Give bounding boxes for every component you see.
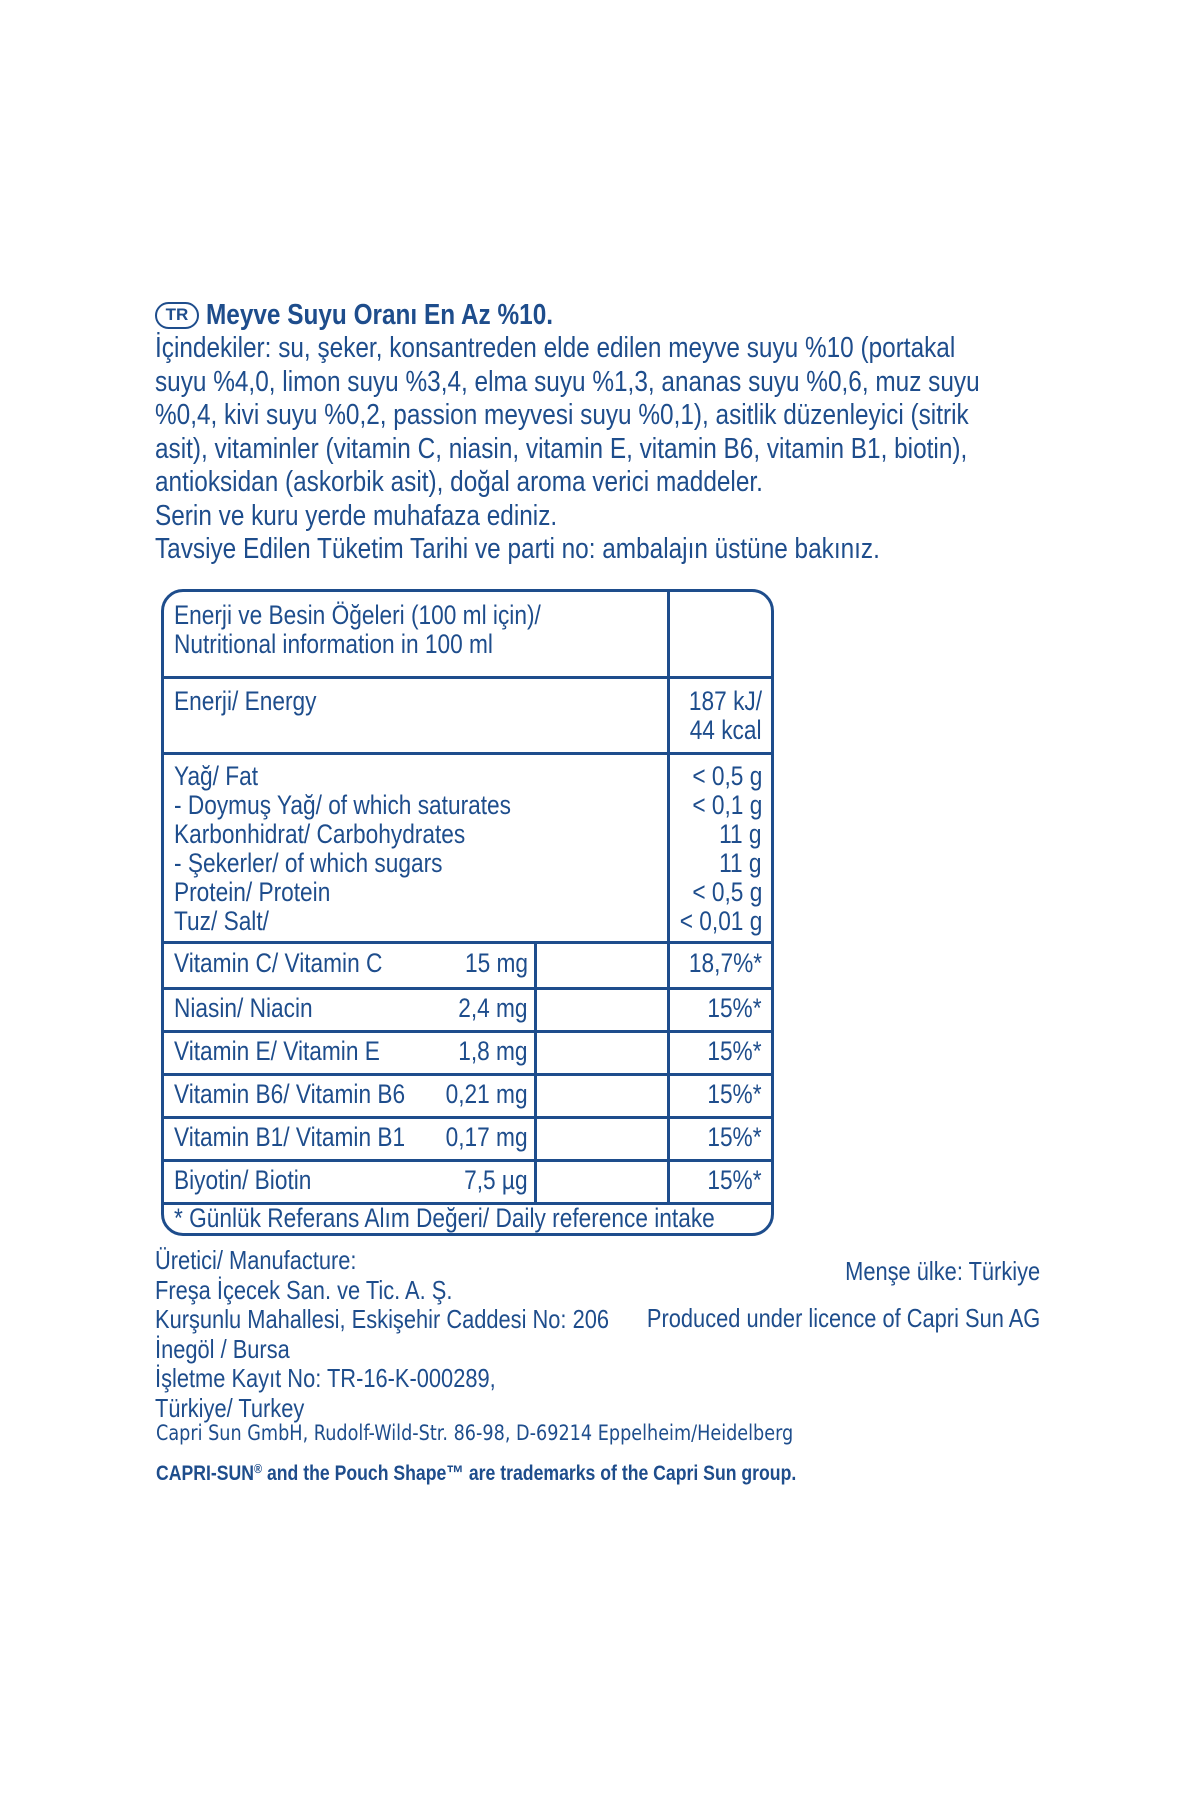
- juice-content-title: Meyve Suyu Oranı En Az %10.: [206, 298, 554, 331]
- macro-value: 11 g: [719, 819, 762, 849]
- macro-value: 11 g: [719, 848, 762, 878]
- ingredients-line: antioksidan (askorbik asit), doğal aroma verici maddeler.: [155, 466, 763, 498]
- vitamin-amount: 15 mg: [464, 948, 528, 978]
- energy-label: Enerji/ Energy: [174, 686, 317, 716]
- ingredients-line: Serin ve kuru yerde muhafaza ediniz.: [155, 499, 558, 532]
- vitamin-label: Vitamin B1/ Vitamin B1: [174, 1122, 406, 1152]
- vitamin-amount: 0,21 mg: [446, 1079, 528, 1109]
- manufacturer-line: Kurşunlu Mahallesi, Eskişehir Caddesi No: 206: [155, 1304, 610, 1334]
- vitamin-amount: 0,17 mg: [446, 1122, 528, 1152]
- vitamin-amount: 1,8 mg: [458, 1036, 528, 1066]
- macro-value: < 0,5 g: [692, 877, 762, 907]
- manufacturer-line: Türkiye/ Turkey: [155, 1392, 305, 1423]
- macro-value: < 0,1 g: [692, 790, 762, 820]
- macro-values: [664, 762, 762, 936]
- vitamin-label: Vitamin C/ Vitamin C: [174, 948, 383, 978]
- origin-info: [572, 1254, 1040, 1348]
- reference-intake-footnote: * Günlük Referans Alım Değeri/ Daily reference intake: [174, 1203, 715, 1233]
- vitamin-amount: 2,4 mg: [458, 993, 528, 1023]
- macro-label: Tuz/ Salt/: [174, 906, 269, 936]
- title-line: [155, 298, 1055, 332]
- vitamin-percent: 18,7%*: [688, 948, 762, 978]
- energy-value: 187 kJ/ 44 kcal: [688, 686, 762, 745]
- ingredients-line: suyu %4,0, limon suyu %3,4, elma suyu %1,3, ananas suyu %0,6, muz suyu: [155, 365, 980, 398]
- macro-label: Protein/ Protein: [174, 877, 331, 907]
- nutrition-heading: Enerji ve Besin Öğeleri (100 ml için)/ Nutritional information in 100 ml: [174, 600, 541, 659]
- registered-mark: ®: [254, 1461, 263, 1476]
- macro-value: < 0,01 g: [679, 906, 762, 936]
- trademark-notice: [156, 1461, 918, 1486]
- vitamin-percent: 15%*: [707, 1036, 762, 1066]
- nutrition-table: [161, 589, 774, 1236]
- ingredients-line: %0,4, kivi suyu %0,2, passion meyvesi suyu %0,1), asitlik düzenleyici (sitrik: [155, 399, 969, 431]
- brand-name: CAPRI-SUN: [156, 1462, 255, 1485]
- macro-label: - Şekerler/ of which sugars: [174, 848, 443, 878]
- label-header: [155, 298, 1055, 567]
- ingredients-line: İçindekiler: su, şeker, konsantreden elde edilen meyve suyu %10 (portakal: [155, 332, 956, 364]
- trademark-text: and the Pouch Shape™ are trademarks of the Capri Sun group.: [262, 1462, 797, 1485]
- macro-label: Yağ/ Fat: [174, 761, 259, 791]
- vitamin-label: Niasin/ Niacin: [174, 993, 313, 1023]
- origin-country: Menşe ülke: Türkiye: [844, 1256, 1040, 1286]
- manufacturer-line: Freşa İçecek San. ve Tic. A. Ş.: [155, 1274, 453, 1305]
- macro-label: Karbonhidrat/ Carbohydrates: [174, 819, 466, 849]
- macro-labels: [174, 762, 575, 936]
- vitamin-label: Vitamin B6/ Vitamin B6: [174, 1079, 406, 1109]
- manufacturer-line: Üretici/ Manufacture:: [155, 1245, 357, 1275]
- ingredients-block: [155, 332, 1055, 567]
- language-badge: TR: [155, 302, 199, 329]
- vitamin-amount: 7,5 µg: [464, 1165, 528, 1195]
- vitamin-percent: 15%*: [707, 1079, 762, 1109]
- macro-value: < 0,5 g: [692, 761, 762, 791]
- vitamin-label: Biyotin/ Biotin: [174, 1165, 312, 1195]
- vitamin-label: Vitamin E/ Vitamin E: [174, 1036, 380, 1066]
- ingredients-line: asit), vitaminler (vitamin C, niasin, vitamin E, vitamin B6, vitamin B1, biotin),: [155, 432, 968, 465]
- capri-sun-address: Capri Sun GmbH, Rudolf-Wild-Str. 86-98, D-69214 Eppelheim/Heidelberg: [156, 1421, 794, 1445]
- vitamin-percent: 15%*: [707, 1122, 762, 1152]
- manufacturer-line: İnegöl / Bursa: [155, 1333, 290, 1364]
- vitamin-percent: 15%*: [707, 1165, 762, 1195]
- macro-label: - Doymuş Yağ/ of which saturates: [174, 790, 511, 820]
- manufacturer-line: İşletme Kayıt No: TR-16-K-000289,: [155, 1363, 496, 1393]
- ingredients-line: Tavsiye Edilen Tüketim Tarihi ve parti no: ambalajın üstüne bakınız.: [155, 533, 880, 565]
- licence-note: Produced under licence of Capri Sun AG: [646, 1303, 1040, 1333]
- vitamin-percent: 15%*: [707, 993, 762, 1023]
